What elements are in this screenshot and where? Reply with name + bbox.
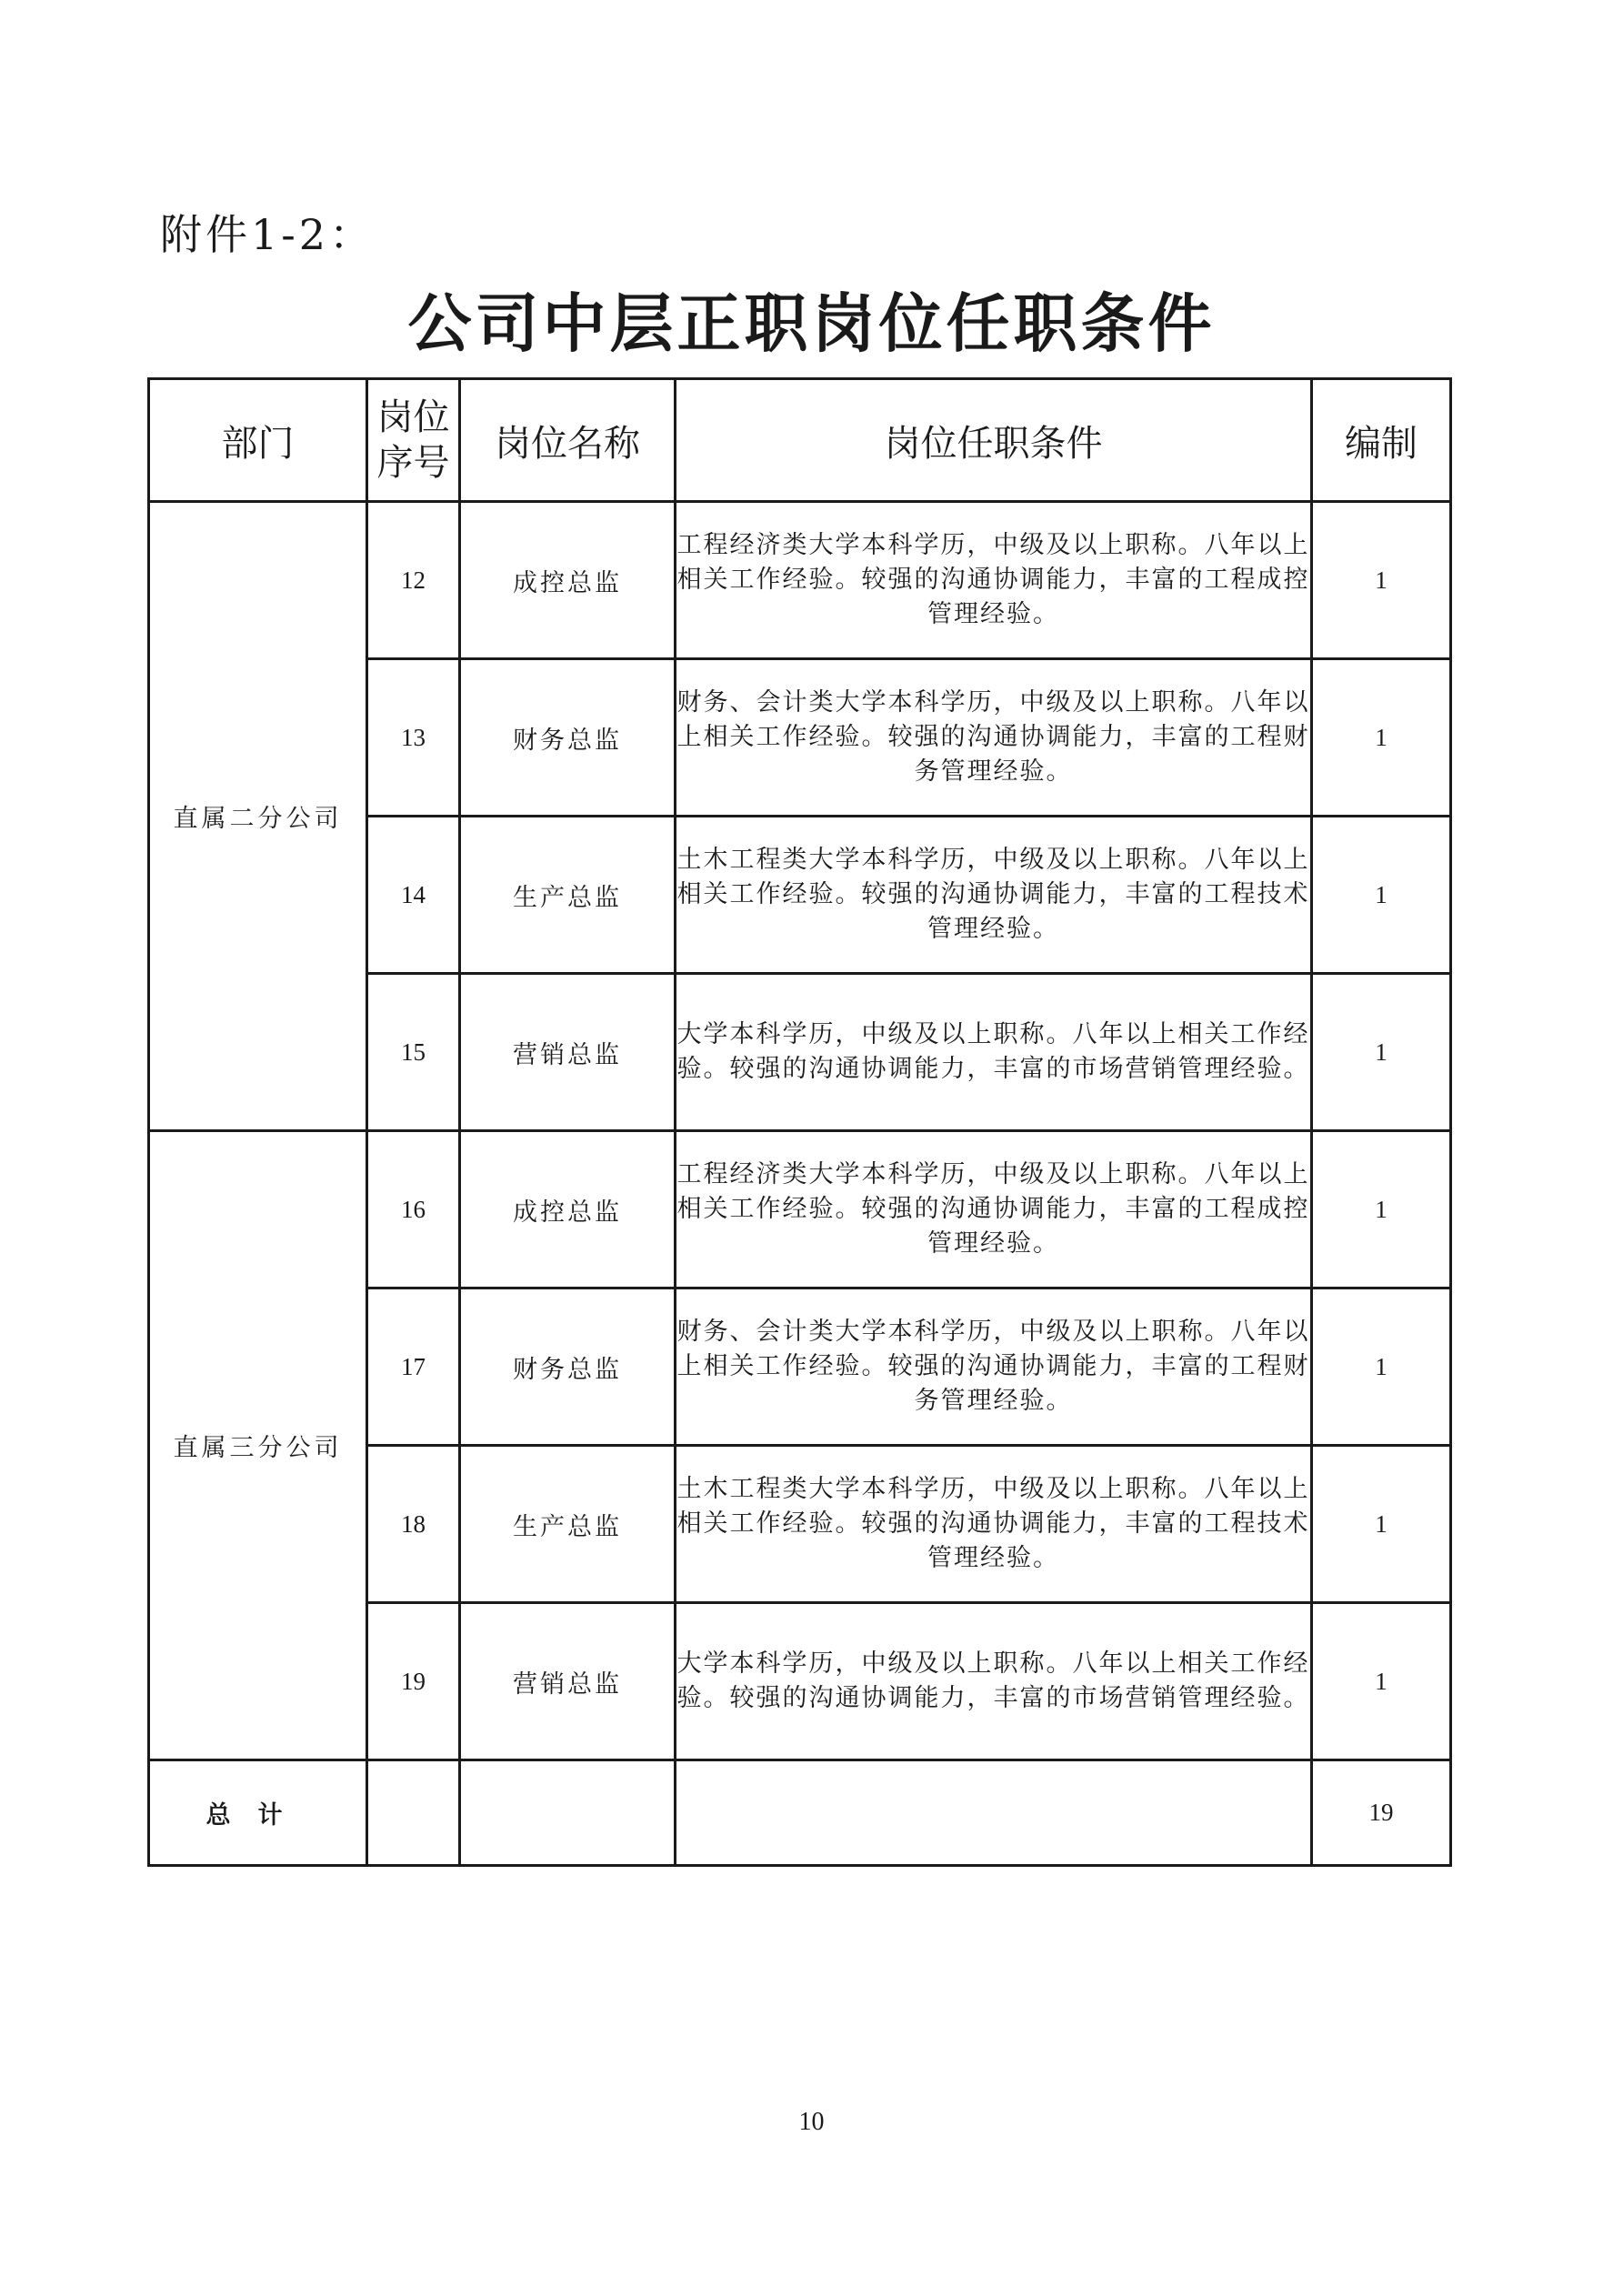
seq-cell: 19	[367, 1603, 460, 1760]
empty-cell	[460, 1760, 676, 1866]
seq-cell: 16	[367, 1131, 460, 1288]
seq-cell: 18	[367, 1446, 460, 1603]
position-cell: 财务总监	[460, 1288, 676, 1446]
requirements-cell: 工程经济类大学本科学历，中级及以上职称。八年以上相关工作经验。较强的沟通协调能力，丰富的工程成控管理经验。	[676, 1131, 1312, 1288]
seq-cell: 17	[367, 1288, 460, 1446]
requirements-cell: 土木工程类大学本科学历，中级及以上职称。八年以上相关工作经验。较强的沟通协调能力，丰富的工程技术管理经验。	[676, 817, 1312, 974]
seq-cell: 13	[367, 659, 460, 817]
total-quota: 19	[1312, 1760, 1451, 1866]
requirements-cell: 工程经济类大学本科学历，中级及以上职称。八年以上相关工作经验。较强的沟通协调能力，丰富的工程成控管理经验。	[676, 502, 1312, 659]
quota-cell: 1	[1312, 817, 1451, 974]
empty-cell	[676, 1760, 1312, 1866]
attachment-label: 附件1-2：	[160, 210, 376, 259]
header-requirements: 岗位任职条件	[676, 379, 1312, 502]
quota-cell: 1	[1312, 1446, 1451, 1603]
requirements-cell: 财务、会计类大学本科学历，中级及以上职称。八年以上相关工作经验。较强的沟通协调能力，丰富的工程财务管理经验。	[676, 1288, 1312, 1446]
header-row	[149, 379, 1451, 502]
table-row	[149, 1131, 1451, 1288]
requirements-cell: 土木工程类大学本科学历，中级及以上职称。八年以上相关工作经验。较强的沟通协调能力，丰富的工程技术管理经验。	[676, 1446, 1312, 1603]
position-cell: 成控总监	[460, 502, 676, 659]
requirements-cell: 财务、会计类大学本科学历，中级及以上职称。八年以上相关工作经验。较强的沟通协调能力，丰富的工程财务管理经验。	[676, 659, 1312, 817]
position-cell: 营销总监	[460, 974, 676, 1131]
position-cell: 生产总监	[460, 817, 676, 974]
position-cell: 成控总监	[460, 1131, 676, 1288]
quota-cell: 1	[1312, 1131, 1451, 1288]
header-department: 部门	[149, 379, 367, 502]
header-seq-line1: 岗位	[376, 396, 450, 438]
page-number: 10	[798, 2108, 825, 2136]
quota-cell: 1	[1312, 1603, 1451, 1760]
seq-cell: 15	[367, 974, 460, 1131]
seq-cell: 12	[367, 502, 460, 659]
requirements-cell: 大学本科学历，中级及以上职称。八年以上相关工作经验。较强的沟通协调能力，丰富的市场营销管理经验。	[676, 1603, 1312, 1760]
quota-cell: 1	[1312, 502, 1451, 659]
header-seq	[367, 379, 460, 502]
position-cell: 营销总监	[460, 1603, 676, 1760]
department-cell: 直属二分公司	[149, 502, 367, 1131]
position-cell: 生产总监	[460, 1446, 676, 1603]
quota-cell: 1	[1312, 974, 1451, 1131]
document-title: 公司中层正职岗位任职条件	[407, 286, 1216, 361]
empty-cell	[367, 1760, 460, 1866]
position-cell: 财务总监	[460, 659, 676, 817]
requirements-cell: 大学本科学历，中级及以上职称。八年以上相关工作经验。较强的沟通协调能力，丰富的市场营销管理经验。	[676, 974, 1312, 1131]
seq-cell: 14	[367, 817, 460, 974]
table-row	[149, 502, 1451, 659]
requirements-table	[147, 377, 1452, 1867]
header-seq-line2: 序号	[376, 442, 450, 484]
header-position: 岗位名称	[460, 379, 676, 502]
department-cell: 直属三分公司	[149, 1131, 367, 1760]
total-row	[149, 1760, 1451, 1866]
total-label: 总计	[149, 1760, 367, 1866]
quota-cell: 1	[1312, 659, 1451, 817]
quota-cell: 1	[1312, 1288, 1451, 1446]
header-quota: 编制	[1312, 379, 1451, 502]
